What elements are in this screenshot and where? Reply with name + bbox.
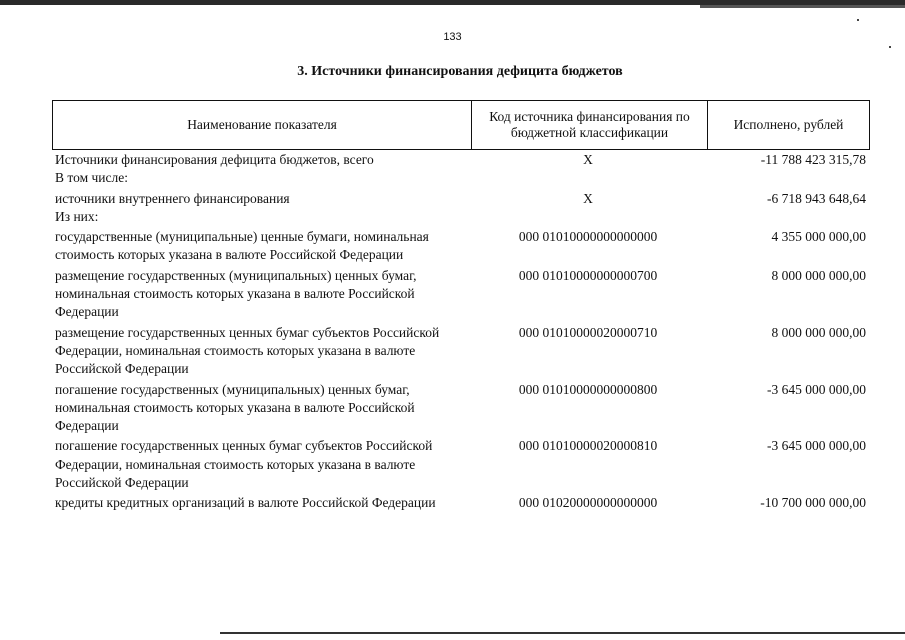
row-amount: 8 000 000 000,00	[771, 267, 866, 283]
table-row	[55, 169, 870, 187]
table-row	[55, 151, 870, 169]
row-amount: -3 645 000 000,00	[767, 381, 866, 397]
row-code	[470, 169, 706, 187]
row-code: X	[583, 152, 593, 167]
scan-speck	[857, 19, 859, 21]
table-row	[55, 494, 870, 512]
row-code: X	[583, 190, 593, 206]
scan-border-bottom	[220, 632, 905, 634]
row-amount	[706, 208, 870, 226]
row-name: источники внутреннего финансирования	[55, 190, 290, 206]
row-amount: 4 355 000 000,00	[771, 229, 866, 245]
row-name: размещение государственных (муниципальных) ценных бумаг, номинальная стоимость которых указана в валюте Российской Федерации	[55, 267, 417, 320]
row-amount: -10 700 000 000,00	[760, 495, 866, 511]
row-code: 000 01010000000000000	[518, 229, 658, 245]
row-name: Из них:	[55, 208, 99, 224]
row-amount	[706, 169, 870, 187]
row-name: погашение государственных (муниципальных) ценных бумаг, номинальная стоимость которых указана в валюте Российской Федерации	[55, 381, 415, 434]
row-amount: -3 645 000 000,00	[767, 438, 866, 454]
table-body	[55, 151, 870, 513]
header-name: Наименование показателя	[53, 101, 472, 149]
table-row	[55, 208, 870, 226]
row-name: В том числе:	[55, 170, 128, 186]
row-code: 000 01010000000000800	[518, 381, 658, 397]
row-code	[470, 208, 706, 226]
row-amount: -6 718 943 648,64	[767, 190, 866, 206]
row-name: государственные (муниципальные) ценные бумаги, номинальная стоимость которых указана в валюте Российской Федерации	[55, 229, 429, 263]
row-amount: -11 788 423 315,78	[760, 152, 866, 167]
row-code: 000 01020000000000000	[518, 495, 658, 511]
header-code: Код источника финансирования по бюджетной классификации	[472, 101, 708, 149]
scan-speck	[889, 46, 891, 48]
row-code: 000 01010000020000810	[518, 438, 658, 454]
table-row	[55, 228, 870, 265]
row-code: 000 01010000000000700	[518, 267, 658, 283]
table-row	[55, 324, 870, 379]
table-row	[55, 190, 870, 208]
row-name: кредиты кредитных организаций в валюте Российской Федерации	[55, 495, 436, 511]
row-name: размещение государственных ценных бумаг субъектов Российской Федерации, номинальная стоимость которых указана в валюте Российской Федерации	[55, 324, 440, 377]
table-row	[55, 381, 870, 436]
scan-border-top-right	[700, 5, 905, 8]
row-amount: 8 000 000 000,00	[771, 324, 866, 340]
row-name: погашение государственных ценных бумаг субъектов Российской Федерации, номинальная стоимость которых указана в валюте Российской Федерации	[55, 438, 433, 491]
row-name: Источники финансирования дефицита бюджетов, всего	[55, 152, 374, 167]
table-header	[52, 100, 870, 150]
section-title: 3. Источники финансирования дефицита бюджетов	[297, 64, 623, 79]
table-row	[55, 267, 870, 322]
table-row	[55, 437, 870, 492]
page-number: 133	[443, 31, 462, 43]
header-amount: Исполнено, рублей	[733, 117, 844, 132]
row-code: 000 01010000020000710	[518, 324, 658, 340]
